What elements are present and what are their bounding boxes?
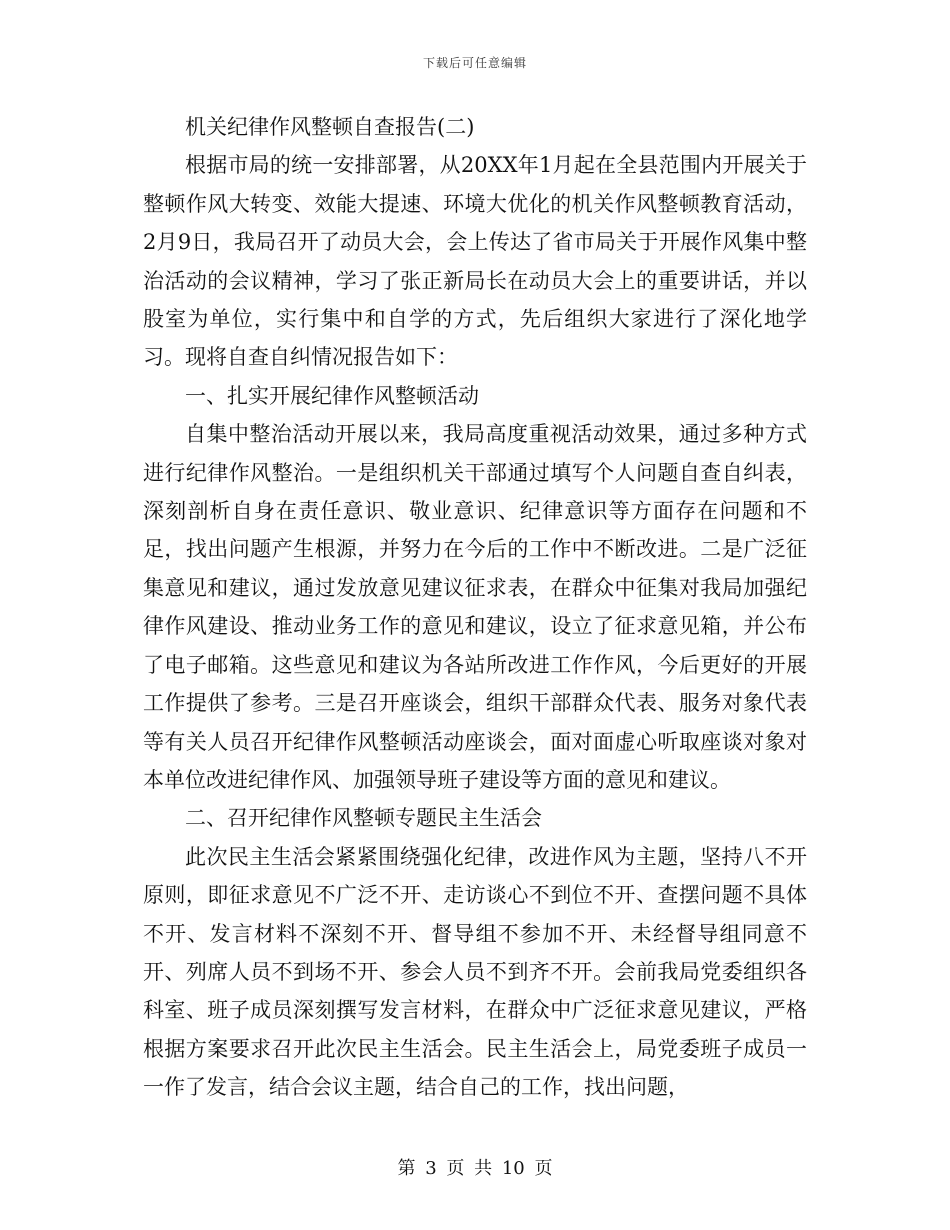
paragraph-intro: 根据市局的统一安排部署，从20XX年1月起在全县范围内开展关于整顿作风大转变、效能大提速、环境大优化的机关作风整顿教育活动，2月9日，我局召开了动员大会，会上传达了省市局关于开展作风集中整治活动的会议精神，学习了张正新局长在动员大会上的重要讲话，并以股室为单位，实行集中和自学的方式，先后组织大家进行了深化地学习。现将自查自纠情况报告如下： <box>143 153 807 370</box>
header-note: 下载后可任意编辑 <box>422 56 527 70</box>
document-body <box>143 108 807 1107</box>
page-number: 第 3 页 共 10 页 <box>397 1158 553 1179</box>
paragraph-section-1: 自集中整治活动开展以来，我局高度重视活动效果，通过多种方式进行纪律作风整治。一是组织机关干部通过填写个人问题自查自纠表，深刻剖析自身在责任意识、敬业意识、纪律意识等方面存在问题和不足，找出问题产生根源，并努力在今后的工作中不断改进。二是广泛征集意见和建议，通过发放意见建议征求表，在群众中征集对我局加强纪律作风建设、推动业务工作的意见和建议，设立了征求意见箱，并公布了电子邮箱。这些意见和建议为各站所改进工作作风，今后更好的开展工作提供了参考。三是召开座谈会，组织干部群众代表、服务对象代表等有关人员召开纪律作风整顿活动座谈会，面对面虚心听取座谈对象对本单位改进纪律作风、加强领导班子建设等方面的意见和建议。 <box>143 422 807 792</box>
section-heading-2: 二、召开纪律作风整顿专题民主生活会 <box>185 806 542 831</box>
paragraph-section-2: 此次民主生活会紧紧围绕强化纪律，改进作风为主题，坚持八不开原则，即征求意见不广泛不开、走访谈心不到位不开、查摆问题不具体不开、发言材料不深刻不开、督导组不参加不开、未经督导组同意不开、列席人员不到场不开、参会人员不到齐不开。会前我局党委组织各科室、班子成员深刻撰写发言材料，在群众中广泛征求意见建议，严格根据方案要求召开此次民主生活会。民主生活会上，局党委班子成员一一作了发言，结合会议主题，结合自己的工作，找出问题， <box>143 844 807 1100</box>
section-heading-1: 一、扎实开展纪律作风整顿活动 <box>185 383 479 408</box>
document-title: 机关纪律作风整顿自查报告(二) <box>185 115 475 139</box>
